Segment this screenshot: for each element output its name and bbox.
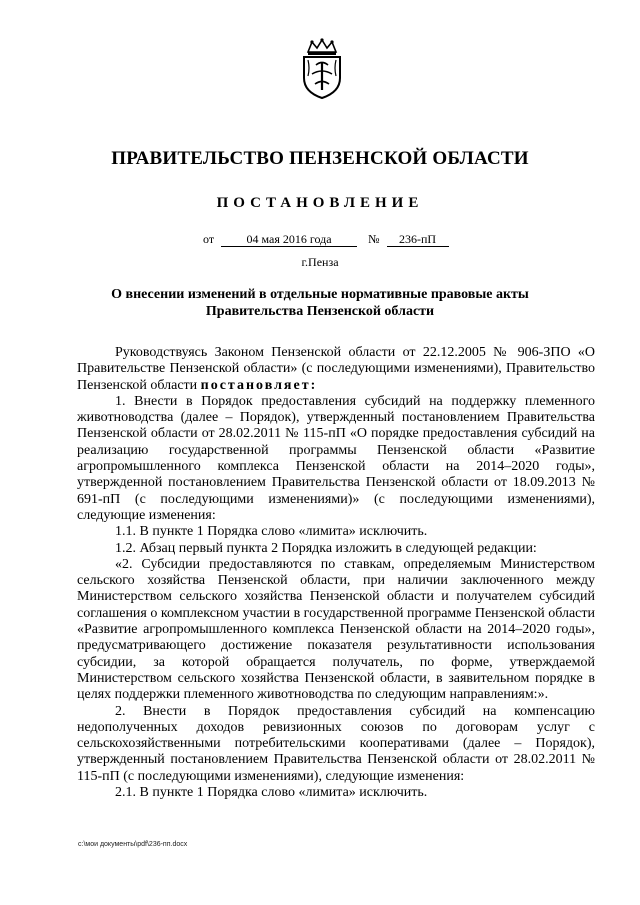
coat-of-arms-icon <box>298 38 346 100</box>
number-prefix: № <box>368 232 380 246</box>
document-date: 04 мая 2016 года <box>221 233 357 247</box>
paragraph-2-1: 2.1. В пункте 1 Порядка слово «лимита» исключить. <box>115 785 428 801</box>
preamble-emphasis: постановляет: <box>200 377 318 393</box>
document-number: 236-пП <box>387 233 449 247</box>
date-number-line <box>203 232 449 247</box>
file-path-footer: c:\мои документы\pdf\236-пп.docx <box>78 841 188 848</box>
paragraph-1-2: 1.2. Абзац первый пункта 2 Порядка изложить в следующей редакции: <box>115 540 537 556</box>
paragraph-1: 1. Внести в Порядок предоставления субсидий на поддержку племенного животноводства (далее – Порядок), утвержденный постановлением Правительства Пензенской области от 28.02.2011 № 115-пП «О порядке предоставления субсидий на реализацию государственной программы Пензенской области «Развитие агропромышленного комплекса Пензенской области на 2014–2020 годы», утвержденной постановлением Правительства Пензенской области от 18.09.2013 № 691-пП (с последующими изменениями)» (с последующими изменениями), следующие изменения: <box>77 393 595 523</box>
paragraph-quoted: «2. Субсидии предоставляются по ставкам, определяемым Министерством сельского хозяйства Пензенской области, при наличии заключенного между Министерством сельского хозяйства Пензенской области и получателем субсидий соглашения о комплексном участии в государственной программе Пензенской области «Развитие агропромышленного комплекса Пензенской области на 2014–2020 годы», предусматривающего достижение показателя результативности использования субсидии, за которой обращается получатель, по форме, утверждаемой Министерством сельского хозяйства Пензенской области, в заявительном порядке в целях поддержки племенного животноводства по следующим направлениям:». <box>77 556 595 703</box>
document-body <box>77 345 595 801</box>
preamble-text: Руководствуясь Законом Пензенской области от 22.12.2005 № 906-ЗПО «О Правительстве Пензенской области» (с последующими изменениями), Правительство Пензенской области <box>77 345 595 393</box>
heading-line-2: Правительства Пензенской области <box>205 304 435 319</box>
paragraph-1-1: 1.1. В пункте 1 Порядка слово «лимита» исключить. <box>115 524 428 540</box>
document-type: ПОСТАНОВЛЕНИЕ <box>216 195 424 211</box>
city: г.Пенза <box>301 255 339 269</box>
paragraph-2: 2. Внести в Порядок предоставления субсидий на компенсацию недополученных доходов ревизионных союзов по договорам услуг с сельскохозяйственными потребительскими кооперативами (далее – Порядок), утвержденный постановлением Правительства Пензенской области от 28.02.2011 № 115-пП (с последующими изменениями), следующие изменения: <box>77 703 595 784</box>
government-title: ПРАВИТЕЛЬСТВО ПЕНЗЕНСКОЙ ОБЛАСТИ <box>111 148 529 169</box>
heading-line-1: О внесении изменений в отдельные нормативные правовые акты <box>111 287 529 302</box>
document-heading <box>60 286 580 320</box>
date-prefix: от <box>203 232 215 246</box>
paragraph-preamble <box>77 345 595 394</box>
